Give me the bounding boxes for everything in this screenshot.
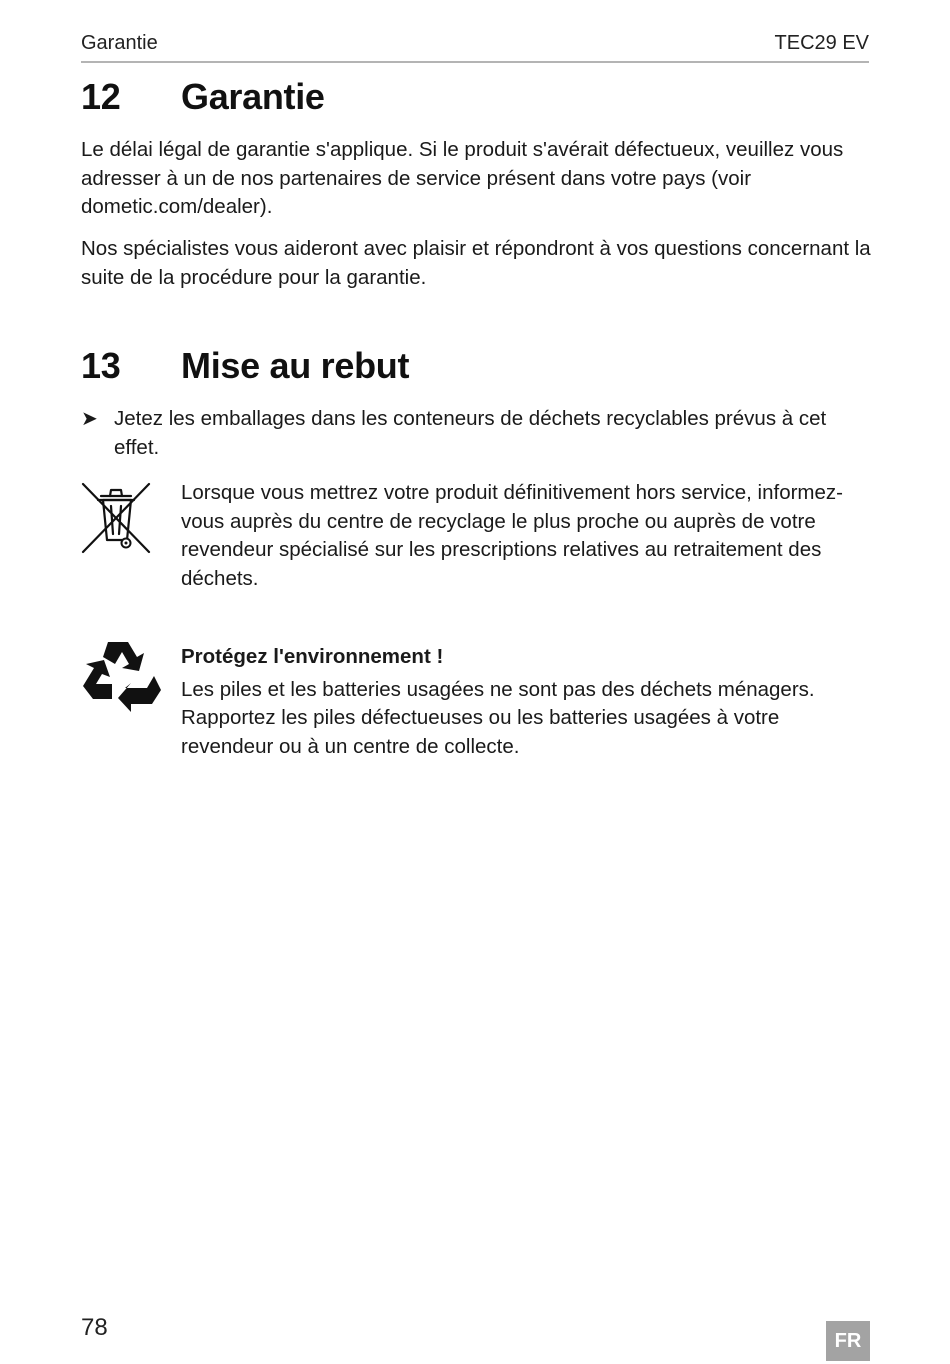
running-header — [81, 30, 869, 63]
arrow-bullet-icon: ➤ — [81, 408, 98, 430]
language-badge: FR — [826, 1321, 870, 1361]
recycling-arrows-icon — [81, 638, 163, 716]
header-model-name: TEC29 EV — [774, 32, 869, 54]
warranty-paragraph-2: Nos spécialistes vous aideront avec plaisir et répondront à vos questions concernant la suite de la procédure pour la garantie. — [81, 237, 871, 289]
packaging-disposal-bullet — [81, 405, 873, 462]
section-title: Mise au rebut — [181, 345, 410, 386]
warranty-paragraph-1: Le délai légal de garantie s'applique. Si le produit s'avérait défectueux, veuillez vous adresser à un de nos partenaires de service présent dans votre pays (voir dometic.com/dealer). — [81, 138, 844, 218]
note-text: Les piles et les batteries usagées ne sont pas des déchets ménagers. Rapportez les piles défectueuses ou les batteries usagées à votre revendeur ou à un centre de collecte. — [181, 677, 815, 758]
weee-disposal-text: Lorsque vous mettrez votre produit définitivement hors service, informez-vous auprès du centre de recyclage le plus proche ou auprès de votre revendeur spécialisé sur les prescriptions relatives au retraitement des déchets. — [181, 481, 843, 590]
page-number: 78 — [81, 1314, 108, 1341]
section-number: 13 — [81, 345, 121, 386]
environment-note — [181, 643, 873, 761]
note-title: Protégez l'environnement ! — [181, 645, 444, 668]
header-section-name: Garantie — [81, 32, 158, 54]
bullet-text: Jetez les emballages dans les conteneurs de déchets recyclables prévus à cet effet. — [114, 407, 827, 459]
section-number: 12 — [81, 76, 121, 117]
section-title: Garantie — [181, 76, 325, 117]
crossed-out-wheelie-bin-icon — [81, 482, 151, 554]
